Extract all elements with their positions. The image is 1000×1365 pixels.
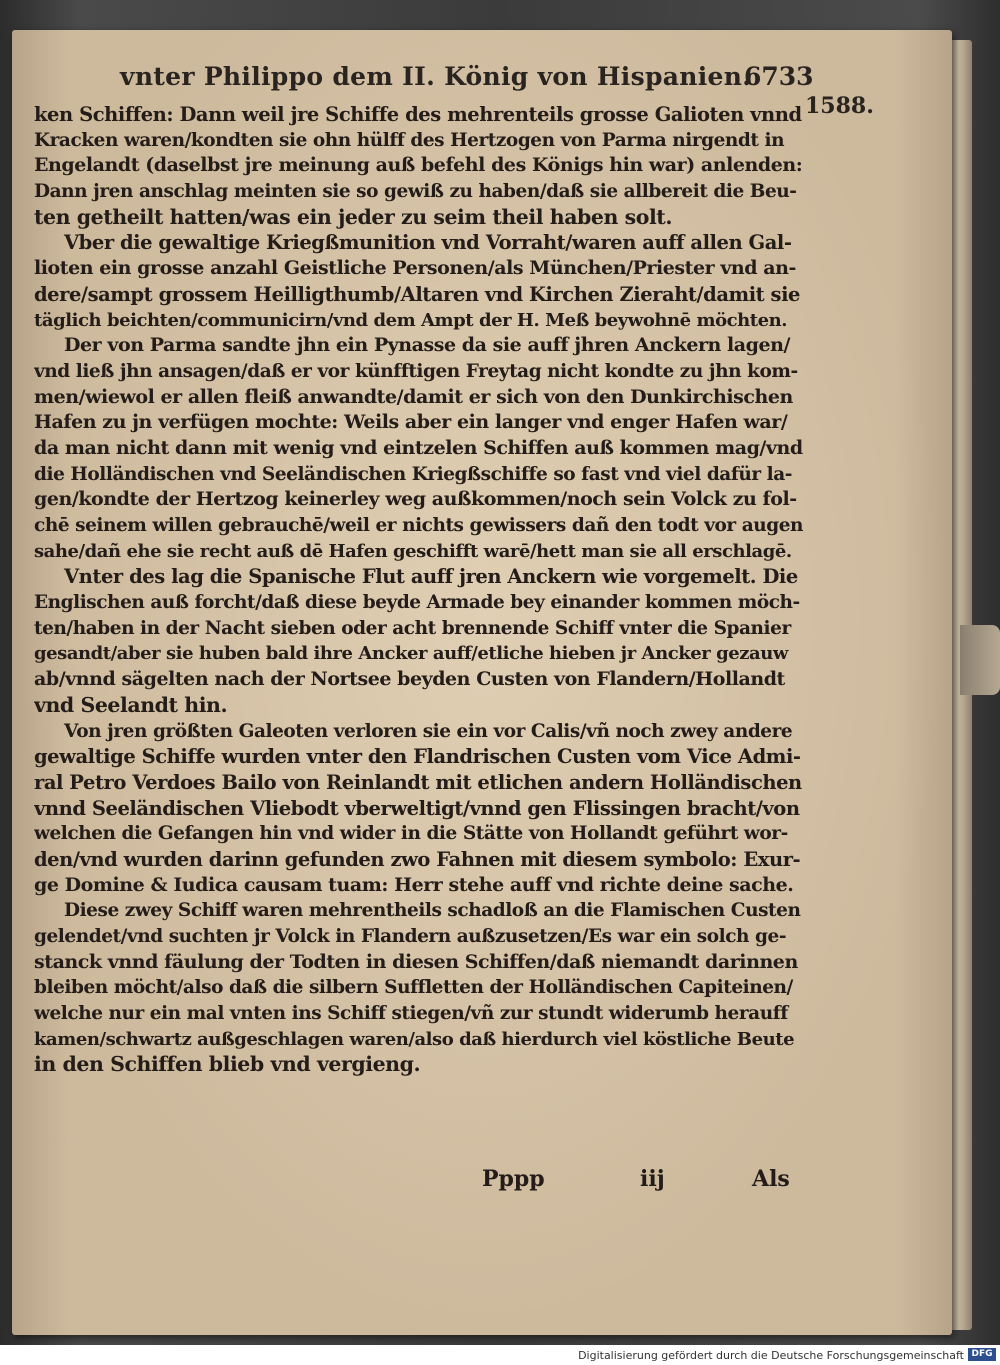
text-line: Vnter des lag die Spanische Flut auff jren Anckern wie vorgemelt. Die <box>64 565 798 589</box>
text-line: vnnd Seeländischen Vliebodt vberweltigt/vnnd gen Flissingen bracht/von <box>34 796 800 820</box>
text-line: Engelandt (daselbst jre meinung auß befehl des Königs hin war) anlenden: <box>34 154 803 177</box>
text-line: ge Domine & Iudica causam tuam: Herr stehe auff vnd richte deine sache. <box>34 873 794 896</box>
footer-credit: Digitalisierung gefördert durch die Deutsche Forschungsgemeinschaft <box>578 1349 964 1362</box>
text-line: Kracken waren/kondten sie ohn hülff des Hertzogen von Parma nirgendt in <box>34 129 785 151</box>
body-text <box>34 102 804 1078</box>
catchword: Als <box>752 1166 790 1192</box>
page-number: 6733 <box>744 62 814 91</box>
text-line: chē seinem willen gebrauchē/weil er nichts gewissers dañ den todt vor augen <box>34 515 804 536</box>
text-line: ken Schiffen: Dann weil jre Schiffe des mehrenteils grosse Galioten vnnd <box>34 103 802 126</box>
text-line: gesandt/aber sie huben bald ihre Ancker auff/etliche hieben jr Ancker gezauw <box>34 643 788 665</box>
margin-year-note: 1588. <box>805 93 874 119</box>
text-line: welchen die Gefangen hin vnd wider in die Stätte von Hollandt geführt wor- <box>34 823 788 845</box>
text-line: Dann jren anschlag meinten sie so gewiß zu haben/daß sie allbereit die Beu- <box>34 181 797 203</box>
text-line: dere/sampt grossem Heilligthumb/Altaren vnd Kirchen Zieraht/damit sie <box>34 282 800 306</box>
text-line: täglich beichten/communicirn/vnd dem Ampt der H. Meß beywohnē möchten. <box>34 309 788 331</box>
text-line: bleiben möcht/also daß die silbern Suffletten der Holländischen Capiteinen/ <box>34 977 793 999</box>
text-line: da man nicht dann mit wenig vnd eintzelen Schiffen auß kommen mag/vnd <box>34 436 803 459</box>
text-line: ten/haben in der Nacht sieben oder acht brennende Schiff vnter die Spanier <box>34 617 791 639</box>
text-line: kamen/schwartz außgeschlagen waren/also daß hierdurch viel köstliche Beute <box>34 1028 795 1050</box>
book-clip <box>960 625 1000 695</box>
text-line: gen/kondte der Hertzog keinerley weg außkommen/noch sein Volck zu fol- <box>34 488 797 511</box>
signature-line <box>470 1166 800 1196</box>
text-line: welche nur ein mal vnten ins Schiff stiegen/vñ zur stundt widerumb herauff <box>34 1003 788 1025</box>
text-line: vnd Seelandt hin. <box>34 692 228 717</box>
dfg-logo: DFG <box>968 1348 996 1361</box>
text-line: vnd ließ jhn ansagen/daß er vor künfftigen Freytag nicht kondte zu jhn kom- <box>34 360 798 382</box>
text-line: men/wiewol er allen fleiß anwandte/damit er sich von den Dunkirchischen <box>34 385 793 408</box>
text-line: Vber die gewaltige Kriegßmunition vnd Vorraht/waren auff allen Gal- <box>64 231 792 255</box>
text-line: gewaltige Schiffe wurden vnter den Flandrischen Custen vom Vice Admi- <box>34 745 801 769</box>
text-line: Von jren größten Galeoten verloren sie ein vor Calis/vñ noch zwey andere <box>64 720 793 742</box>
text-line: Diese zwey Schiff waren mehrentheils schadloß an die Flamischen Custen <box>64 900 801 922</box>
text-line: die Holländischen vnd Seeländischen Kriegßschiffe so fast vnd viel dafür la- <box>34 463 792 485</box>
signature-mark: Pppp <box>482 1166 545 1192</box>
text-line: Der von Parma sandte jhn ein Pynasse da sie auff jhren Anckern lagen/ <box>64 334 790 357</box>
running-head: vnter Philippo dem II. König von Hispanien. <box>120 62 752 91</box>
signature-number: iij <box>640 1166 665 1192</box>
text-line: sahe/dañ ehe sie recht auß dē Hafen geschifft warē/hett man sie all erschlagē. <box>34 540 792 562</box>
text-line: ab/vnnd sägelten nach der Nortsee beyden Custen von Flandern/Hollandt <box>34 668 785 691</box>
text-line: ten getheilt hatten/was ein jeder zu seim theil haben solt. <box>34 204 673 229</box>
text-line: den/vnd wurden darinn gefunden zwo Fahnen mit diesem symbolo: Exur- <box>34 847 801 871</box>
text-line: in den Schiffen blieb vnd vergieng. <box>34 1052 421 1077</box>
text-line: gelendet/vnd suchten jr Volck in Flandern außzusetzen/Es war ein solch ge- <box>34 926 787 947</box>
text-line: stanck vnnd fäulung der Todten in diesen Schiffen/daß niemandt darinnen <box>34 950 798 973</box>
text-line: Hafen zu jn verfügen mochte: Weils aber ein langer vnd enger Hafen war/ <box>34 411 788 434</box>
text-line: Englischen auß forcht/daß diese beyde Armade bey einander kommen möch- <box>34 592 800 614</box>
text-line: lioten ein grosse anzahl Geistliche Personen/als München/Priester vnd an- <box>34 257 796 280</box>
text-line: ral Petro Verdoes Bailo von Reinlandt mit etlichen andern Holländischen <box>34 770 802 794</box>
